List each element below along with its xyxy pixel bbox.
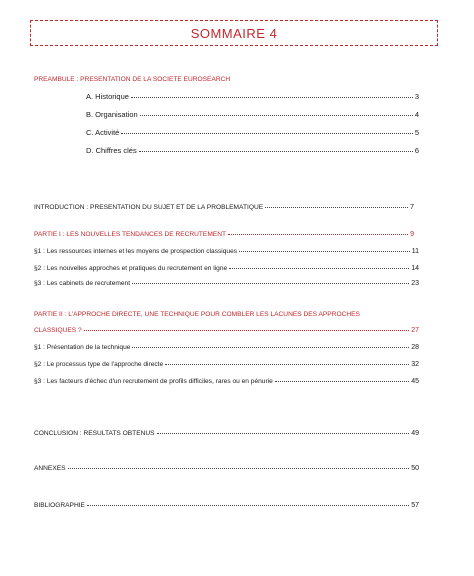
title-box [30,20,438,46]
leader-dots [229,268,409,269]
leader-dots [132,283,409,284]
leader-dots [265,207,408,208]
toc-entry-label: §2 : Le processus type de l'approche directe [34,361,164,368]
leader-dots [139,151,413,152]
toc-entry-partie-1-s3[interactable] [34,280,419,287]
toc-entry-page: 9 [410,231,414,238]
toc-entry-page: 32 [411,361,419,368]
leader-dots [87,505,409,506]
toc-entry-partie-2-s2[interactable] [34,361,419,368]
toc-entry-page: 45 [411,378,419,385]
toc-entry-historique[interactable] [86,92,419,101]
toc-entry-annexes[interactable] [34,465,419,472]
toc-entry-label: CLASSIQUES ? [34,327,82,334]
toc-entry-page: 27 [411,327,419,334]
leader-dots [140,115,413,116]
toc-entry-partie-2-s3[interactable] [34,378,419,385]
toc-entry-label: §3 : Les cabinets de recrutement [34,280,131,287]
toc-entry-label: §1 : Présentation de la technique [34,344,131,351]
toc-entry-page: 14 [411,265,419,272]
leader-dots [165,364,409,365]
toc-entry-page: 11 [411,248,419,255]
leader-dots [121,133,412,134]
toc-entry-page: 28 [411,344,419,351]
toc-entry-page: 7 [410,204,414,211]
toc-entry-label: §2 : Les nouvelles approches et pratiques du recrutement en ligne [34,265,228,272]
toc-entry-activite[interactable] [86,128,419,137]
toc-entry-page: 50 [411,465,419,472]
leader-dots [132,347,409,348]
page-title: SOMMAIRE 4 [190,25,278,41]
toc-entry-chiffres-cles[interactable] [86,146,419,155]
toc-entry-label: §3 : Les facteurs d'échec d'un recrutement de profils difficiles, rares ou en pénurie [34,378,273,385]
toc-entry-introduction[interactable] [34,204,414,211]
toc-entry-label: §1 : Les ressources internes et les moyens de prospection classiques [34,248,238,255]
toc-entry-page: 49 [411,430,419,437]
toc-entry-label: PARTIE I : LES NOUVELLES TENDANCES DE RECRUTEMENT [34,231,226,238]
leader-dots [157,433,410,434]
toc-entry-label: BIBLIOGRAPHIE [34,502,85,509]
leader-dots [131,97,413,98]
toc-entry-label: D. Chiffres clés [86,146,137,155]
leader-dots [239,251,410,252]
toc-entry-page: 23 [411,280,419,287]
toc-entry-label: B. Organisation [86,110,138,119]
leader-dots [68,468,410,469]
toc-entry-page: 57 [411,502,419,509]
toc-entry-page: 5 [414,128,419,137]
partie-2-heading-line1[interactable]: PARTIE II : L'APPROCHE DIRECTE, UNE TECHNIQUE POUR COMBLER LES LACUNES DES APPROCHES [34,311,360,318]
leader-dots [84,330,410,331]
leader-dots [228,234,408,235]
toc-entry-label: INTRODUCTION : PRESENTATION DU SUJET ET DE LA PROBLEMATIQUE [34,204,264,211]
toc-entry-partie-1[interactable] [34,231,414,238]
toc-entry-bibliographie[interactable] [34,502,419,509]
toc-entry-label: C. Activité [86,128,120,137]
toc-entry-partie-2[interactable] [34,327,419,334]
toc-entry-label: A. Historique [86,92,129,101]
toc-entry-page: 6 [414,146,419,155]
toc-entry-page: 3 [414,92,419,101]
toc-entry-conclusion[interactable] [34,430,419,437]
leader-dots [275,381,409,382]
toc-entry-partie-1-s2[interactable] [34,265,419,272]
preambule-heading[interactable]: PREAMBULE : PRESENTATION DE LA SOCIETE EUROSEARCH [34,76,231,83]
toc-entry-organisation[interactable] [86,110,419,119]
toc-entry-partie-2-s1[interactable] [34,344,419,351]
toc-entry-label: ANNEXES [34,465,66,472]
toc-entry-label: CONCLUSION : RESULTATS OBTENUS [34,430,155,437]
toc-entry-partie-1-s1[interactable] [34,248,419,255]
toc-entry-page: 4 [414,110,419,119]
